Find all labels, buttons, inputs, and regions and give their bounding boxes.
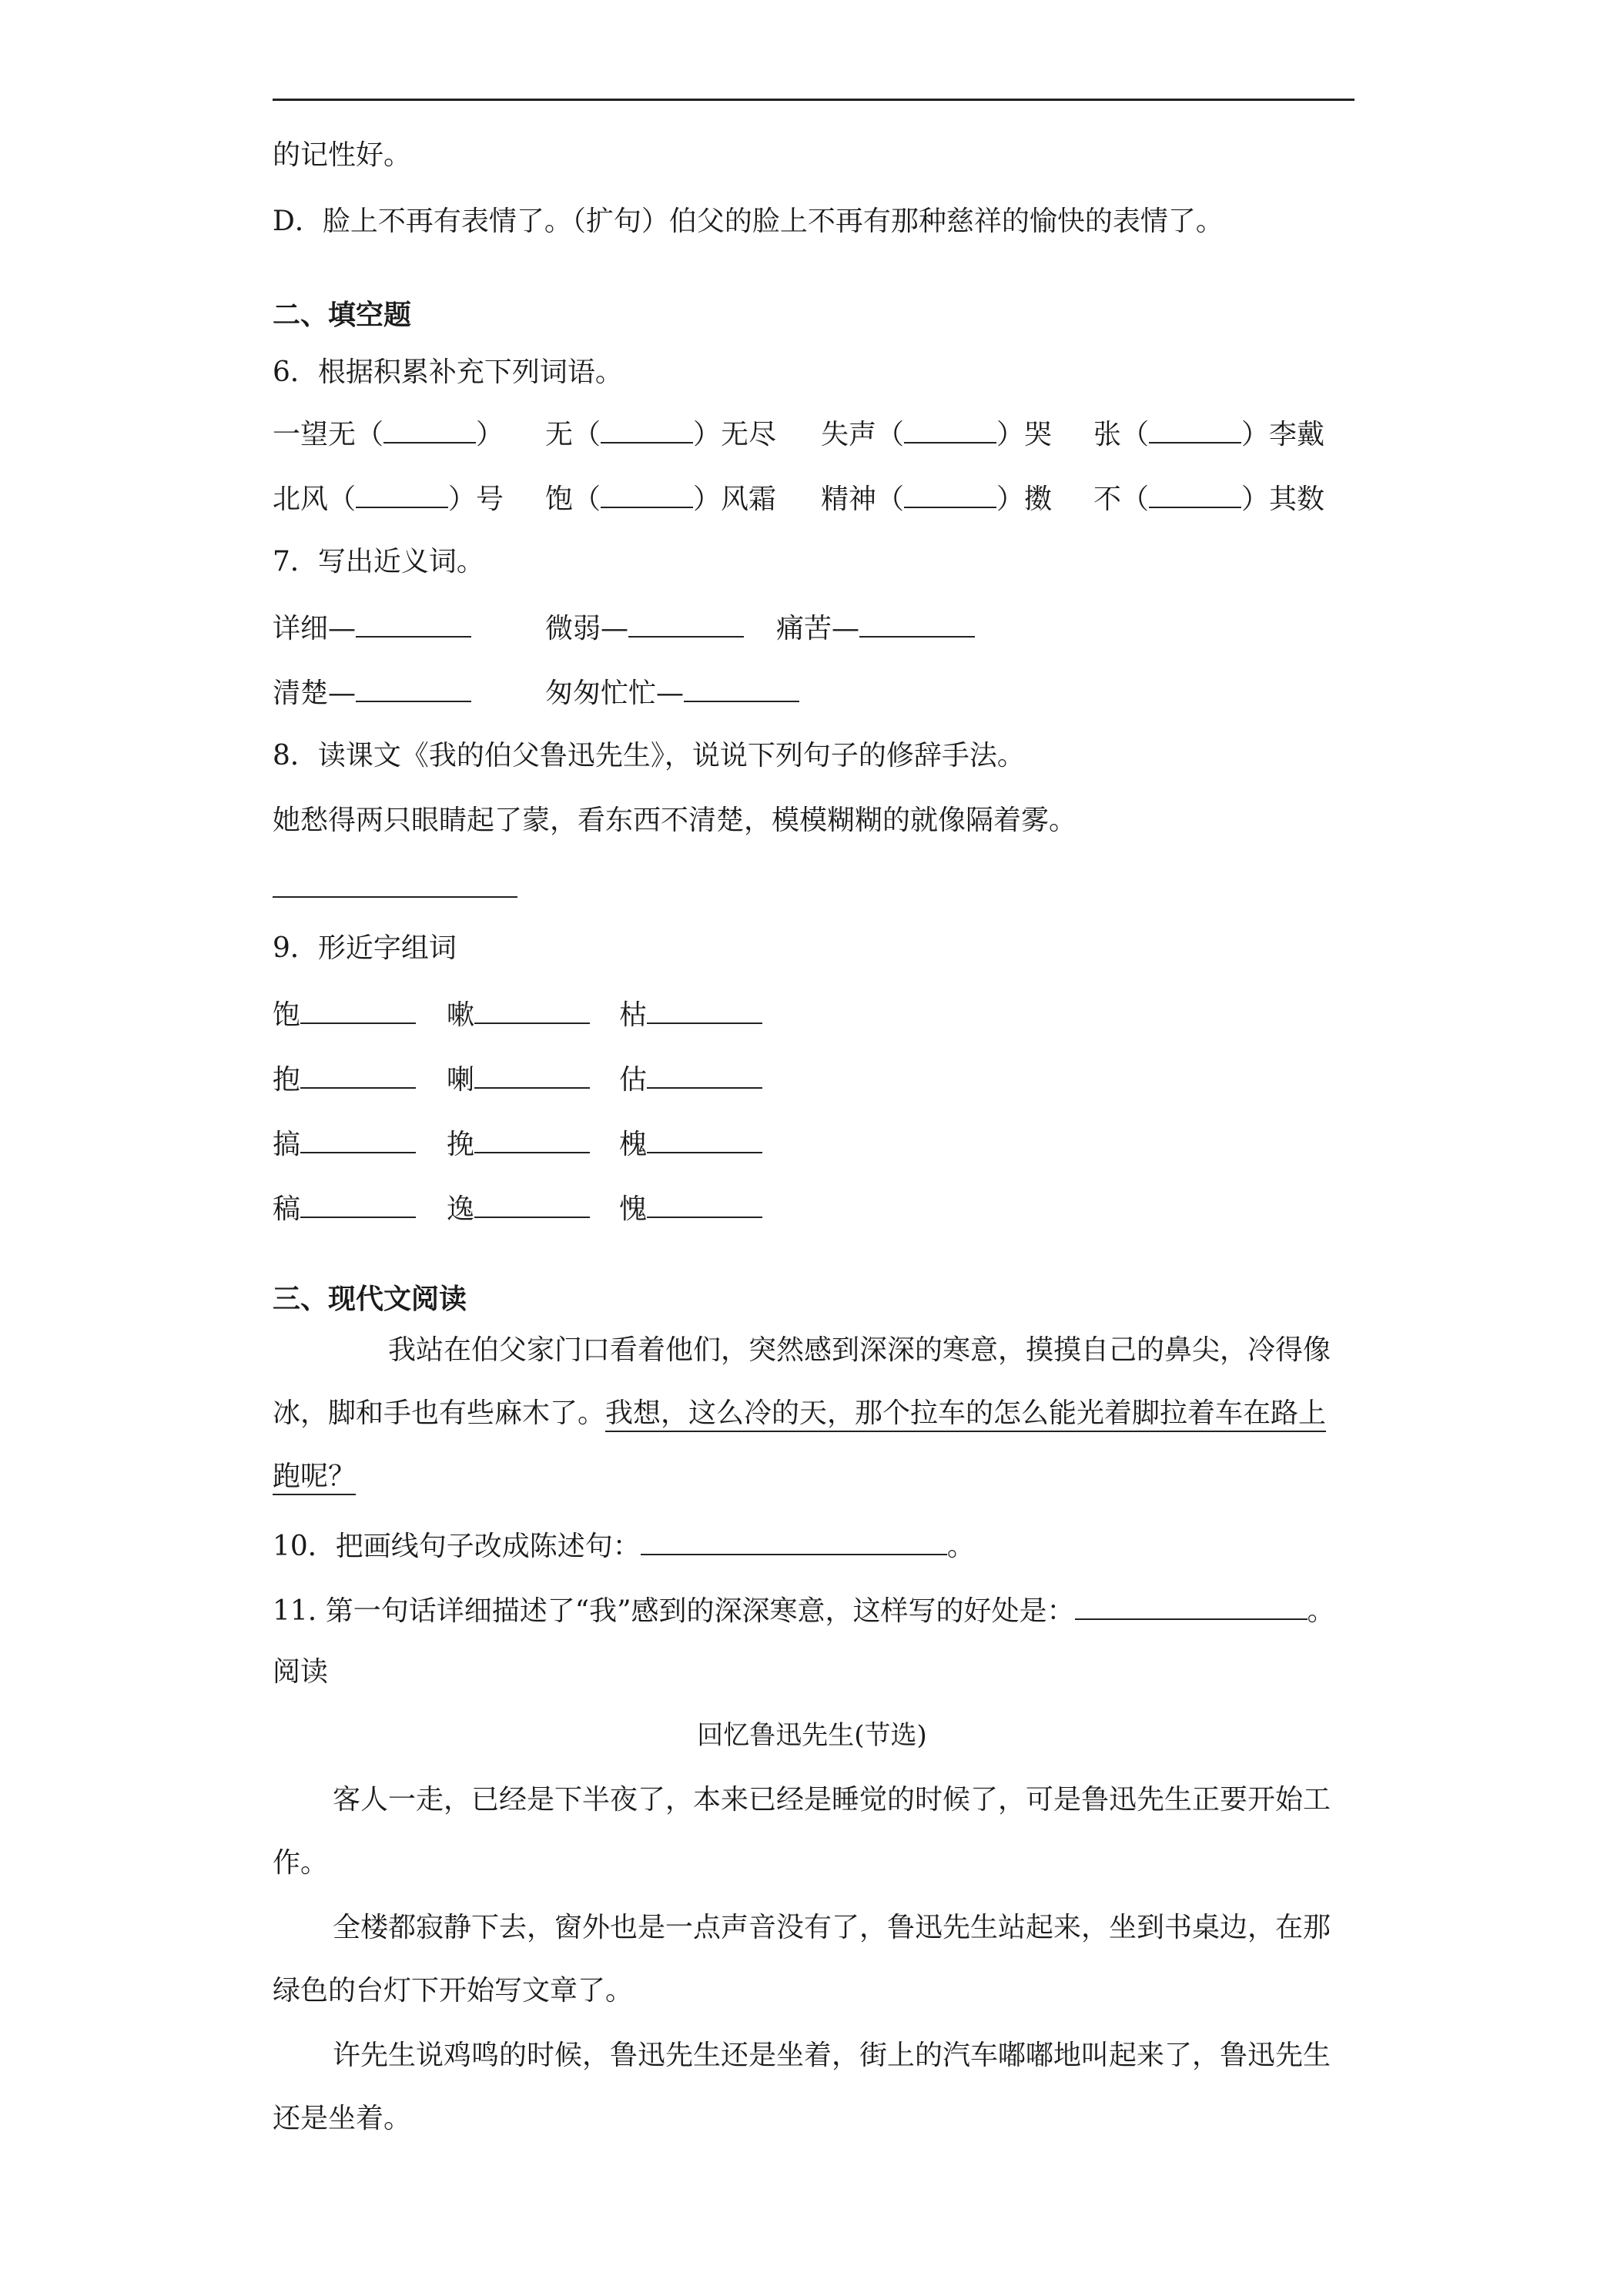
q11-answer-blank[interactable] [1075,1592,1308,1620]
article-title: 回忆鲁迅先生(节选) [697,1720,927,1751]
q8-sentence: 她愁得两只眼睛起了蒙，看东西不清楚，模模糊糊的就像隔着雾。 [273,805,1077,836]
char-item: 枯 [619,996,762,1033]
blank-input[interactable] [859,610,975,638]
synonym-item: 痛苦— [776,610,975,646]
q6-item: 不（ ）其数 [1093,480,1324,517]
char-item: 搞 [273,1126,416,1162]
blank-input[interactable] [356,674,471,702]
char-item: 稿 [273,1190,416,1227]
char-item: 抱 [273,1061,416,1097]
blank-input[interactable] [474,1190,590,1218]
q7-row-1 [273,610,1354,644]
char-item: 饱 [273,996,416,1033]
q6-row-1 [273,416,1354,450]
q6-row-2 [273,480,1354,514]
q6-item: 北风（ ）号 [273,480,504,517]
section-heading-fill-blank: 二、填空题 [273,300,412,331]
q9-prompt: 9．形近字组词 [273,932,457,964]
q6-item: 饱（ ）风霜 [545,480,776,517]
q7-prompt: 7．写出近义词。 [273,546,484,577]
char-item: 挽 [447,1126,590,1162]
synonym-item: 详细— [273,610,471,646]
q6-prompt: 6．根据积累补充下列词语。 [273,356,623,388]
blank-input[interactable] [628,610,744,638]
option-d: D．脸上不再有表情了。（扩句）伯父的脸上不再有那种慈祥的愉快的表情了。 [273,206,1224,237]
passage-line: 我站在伯父家门口看着他们，突然感到深深的寒意，摸摸自己的鼻尖，冷得像 [388,1334,1331,1366]
char-item: 喇 [447,1061,590,1097]
q9-row [273,1061,1354,1095]
char-item: 嗽 [447,996,590,1033]
top-rule [273,99,1354,101]
synonym-item: 清楚— [273,674,471,711]
char-item: 愧 [619,1190,762,1227]
q10-answer-blank[interactable] [641,1528,947,1555]
blank-input[interactable] [904,480,996,508]
blank-input[interactable] [1149,480,1241,508]
q6-item: 精神（ ）擞 [821,480,1052,517]
char-item: 估 [619,1061,762,1097]
blank-input[interactable] [904,416,996,443]
q7-row-2 [273,674,1354,708]
blank-input[interactable] [300,1061,416,1089]
section-heading-reading: 三、现代文阅读 [273,1284,467,1315]
blank-input[interactable] [474,1061,590,1089]
q8-prompt: 8．读课文《我的伯父鲁迅先生》，说说下列句子的修辞手法。 [273,740,1025,771]
q6-item: 失声（ ）哭 [821,416,1052,452]
q9-row [273,996,1354,1030]
blank-input[interactable] [647,1061,762,1089]
paragraph-line: 绿色的台灯下开始写文章了。 [273,1975,634,2006]
reading-label: 阅读 [273,1656,329,1688]
q6-item: 无（ ）无尽 [545,416,776,452]
passage-line: 冰，脚和手也有些麻木了。我想，这么冷的天，那个拉车的怎么能光着脚拉着车在路上 [273,1397,1326,1431]
previous-item-tail: 的记性好。 [273,139,412,171]
blank-input[interactable] [300,996,416,1024]
blank-input[interactable] [647,996,762,1024]
underlined-sentence: 跑呢？ [273,1461,356,1495]
blank-input[interactable] [300,1190,416,1218]
blank-input[interactable] [684,674,799,702]
paragraph-line: 许先生说鸡鸣的时候，鲁迅先生还是坐着，街上的汽车嘟嘟地叫起来了，鲁迅先生 [333,2040,1331,2071]
paragraph-line: 还是坐着。 [273,2103,412,2134]
q8-answer-line[interactable] [273,896,517,898]
synonym-item: 微弱— [545,610,744,646]
char-item: 逸 [447,1190,590,1227]
blank-input[interactable] [474,996,590,1024]
paragraph-line: 客人一走，已经是下半夜了，本来已经是睡觉的时候了，可是鲁迅先生正要开始工 [333,1784,1331,1816]
blank-input[interactable] [601,416,693,443]
q11: 11. 第一句话详细描述了“我”感到的深深寒意，这样写的好处是： 。 [273,1592,1335,1628]
q6-item: 张（ ）李戴 [1093,416,1324,452]
blank-input[interactable] [383,416,476,443]
blank-input[interactable] [647,1190,762,1218]
blank-input[interactable] [356,480,448,508]
passage-line [273,1460,356,1494]
paragraph-line: 作。 [273,1847,329,1879]
q9-row [273,1126,1354,1160]
blank-input[interactable] [1149,416,1241,443]
blank-input[interactable] [474,1126,590,1153]
q6-item: 一望无（ ） [273,416,504,452]
q9-row [273,1190,1354,1224]
underlined-sentence: 我想，这么冷的天，那个拉车的怎么能光着脚拉着车在路上 [605,1397,1326,1432]
blank-input[interactable] [300,1126,416,1153]
paragraph-line: 全楼都寂静下去，窗外也是一点声音没有了，鲁迅先生站起来，坐到书桌边，在那 [333,1912,1331,1943]
blank-input[interactable] [356,610,471,638]
blank-input[interactable] [647,1126,762,1153]
char-item: 槐 [619,1126,762,1162]
synonym-item: 匆匆忙忙— [545,674,799,711]
blank-input[interactable] [601,480,693,508]
q10: 10．把画线句子改成陈述句： 。 [273,1528,975,1564]
